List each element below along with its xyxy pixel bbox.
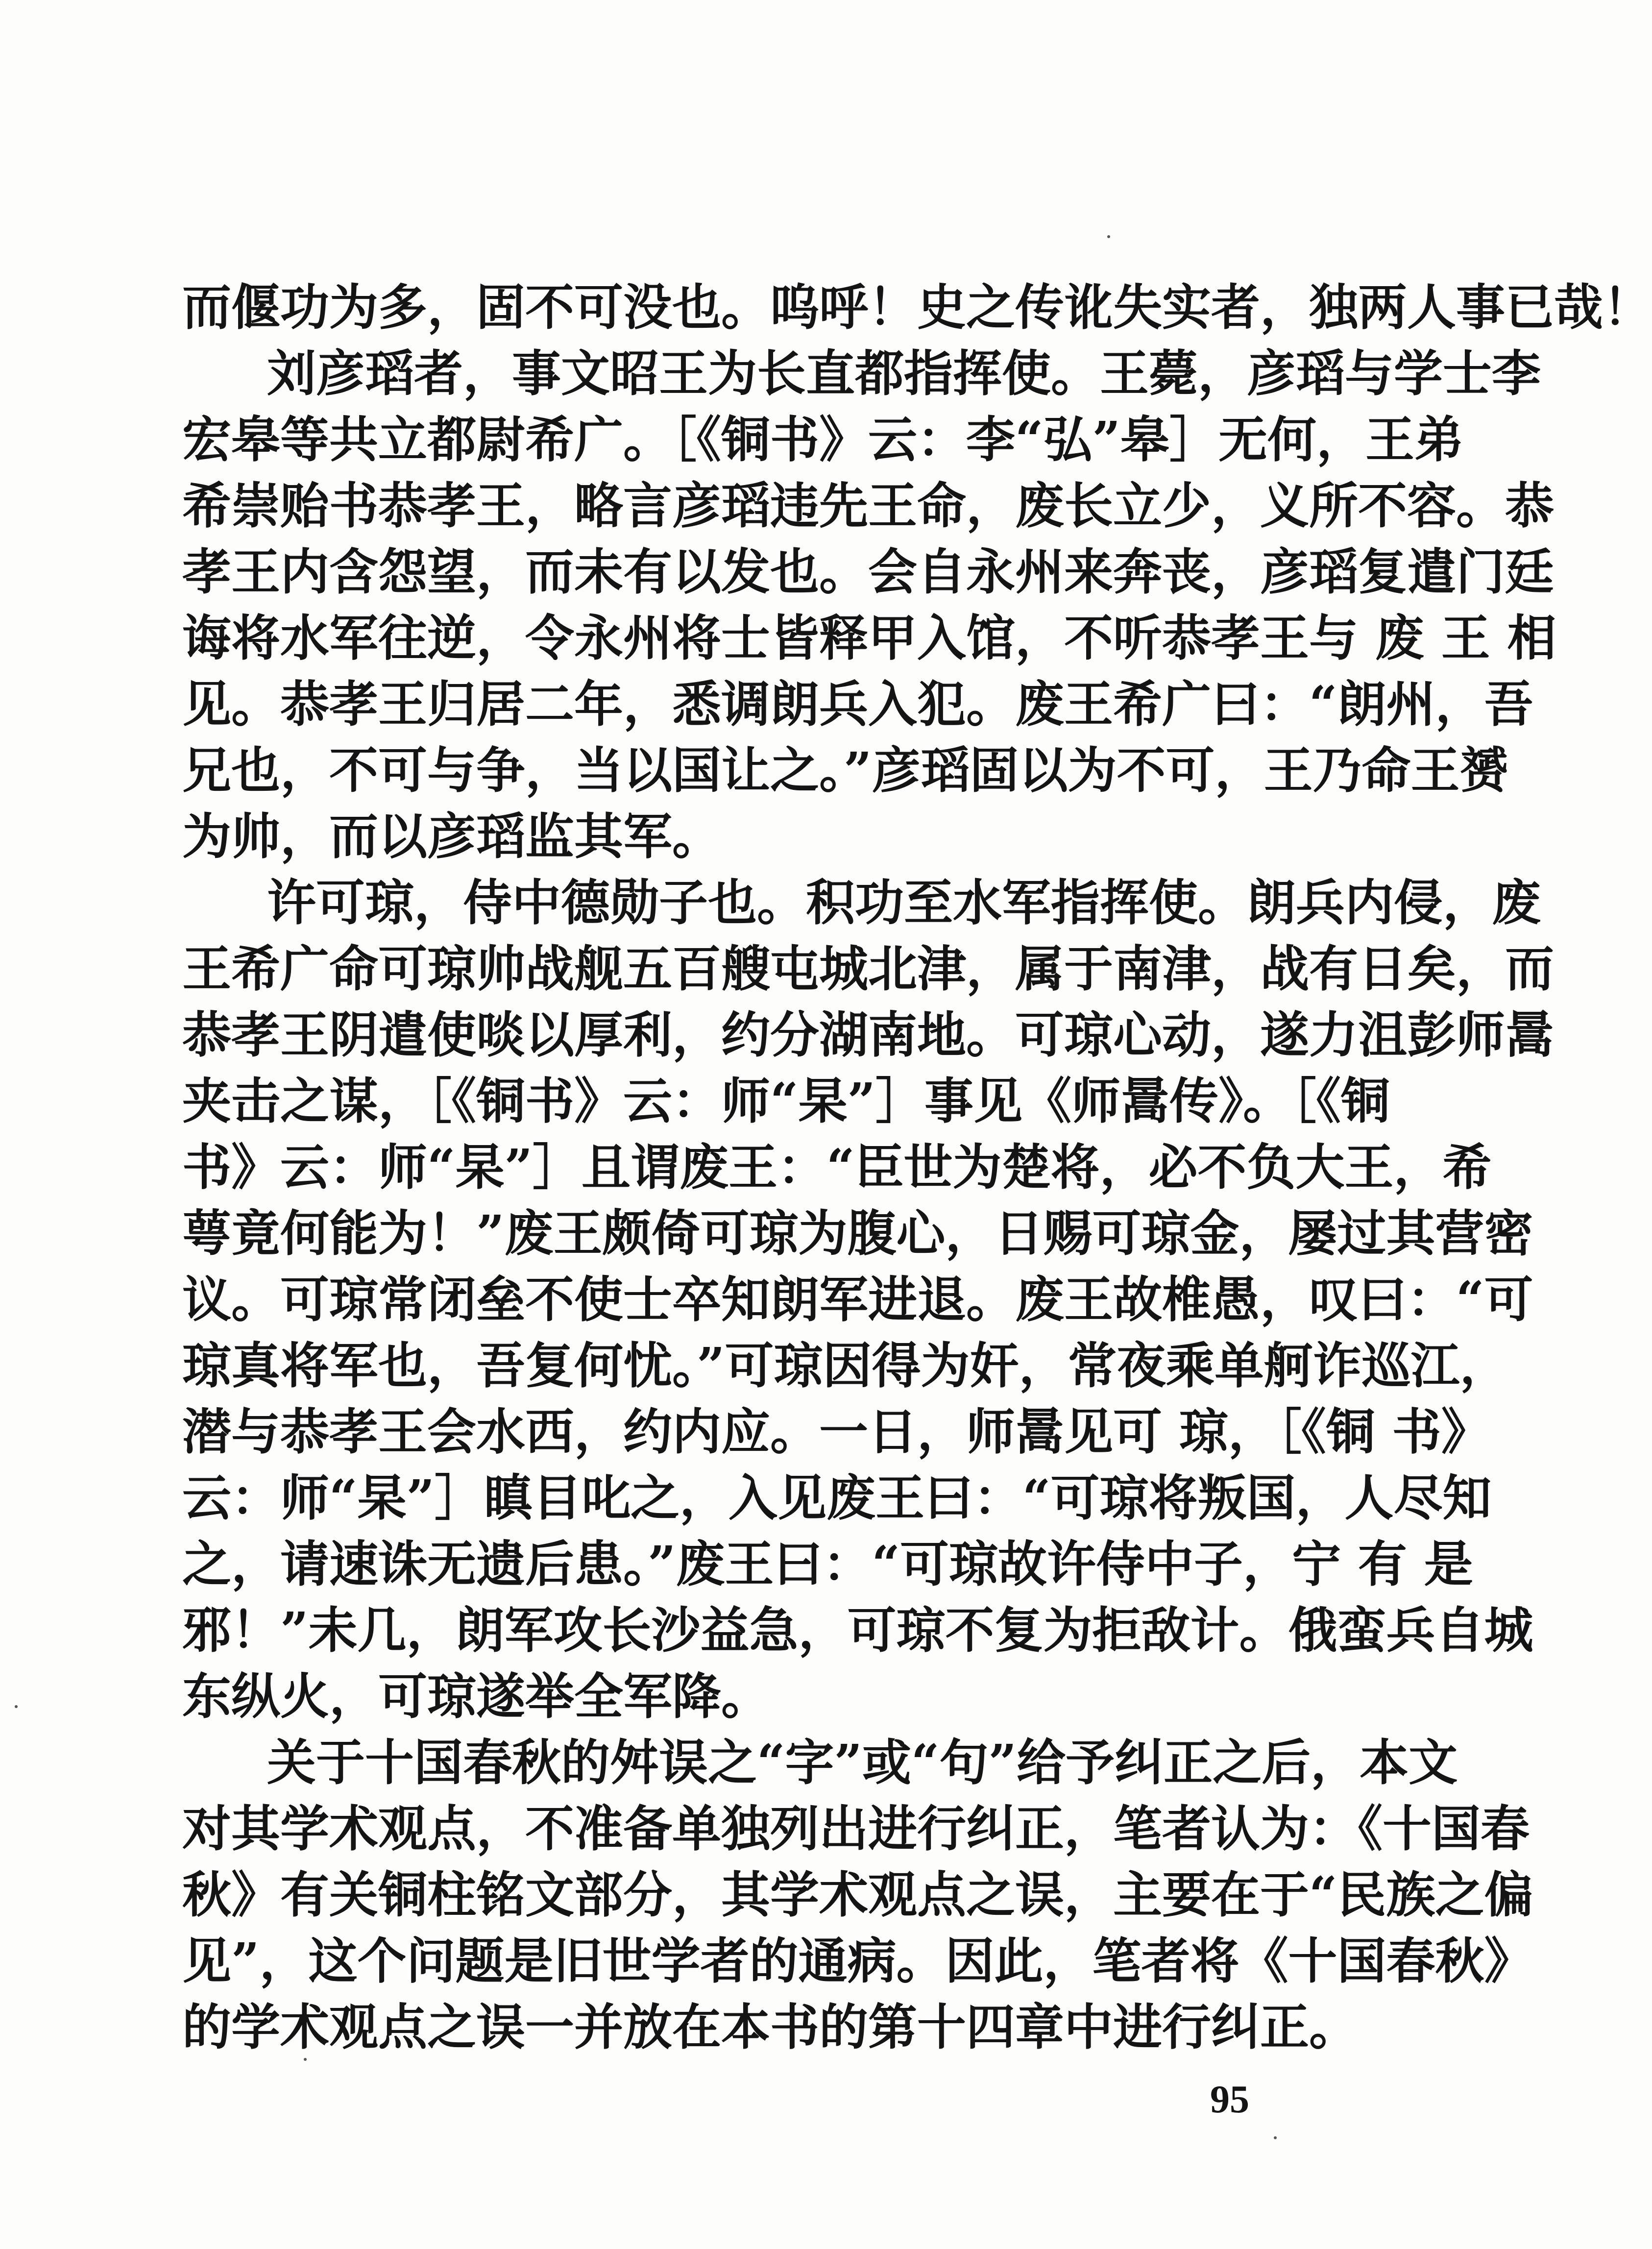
text-line: 对其学术观点，不准备单独列出进行纠正，笔者认为：《十国春 (182, 1800, 1530, 1858)
scan-speck (1107, 235, 1110, 238)
text-line: 为帅，而以彦瑫监其军。 (182, 807, 721, 865)
text-line: 关于十国春秋的舛误之“字”或“句”给予纠正之后，本文 (267, 1734, 1458, 1791)
text-line: 而偃功为多，固不可没也。呜呼！史之传讹失实者，独两人事已哉！ (182, 278, 1652, 336)
text-line: 王希广命可琼帅战舰五百艘屯城北津，属于南津，战有日矣，而 (182, 940, 1554, 998)
text-line: 兄也，不可与争，当以国让之。”彦瑫固以为不可，王乃命王赟 (182, 741, 1509, 799)
page-number: 95 (1210, 2078, 1249, 2121)
text-line: 诲将水军往逆，令永州将士皆释甲入馆，不听恭孝王与 废 王 相 (182, 609, 1556, 667)
text-line: 潜与恭孝王会水西，约内应。一日，师暠见可 琼，［《铜 书》 (182, 1403, 1490, 1461)
scan-speck (304, 2058, 307, 2061)
text-line: 琼真将军也，吾复何忧。”可琼因得为奸，常夜乘单舸诈巡江， (182, 1337, 1509, 1394)
text-line: 书》云：师“杲”］且谓废王：“臣世为楚将，必不负大王，希 (182, 1138, 1492, 1196)
text-line: 恭孝王阴遣使啖以厚利，约分湖南地。可琼心动，遂力沮彭师暠 (182, 1006, 1554, 1064)
text-line: 的学术观点之误一并放在本书的第十四章中进行纠正。 (182, 1998, 1358, 2056)
text-line: 邪！”未几，朗军攻长沙益急，可琼不复为拒敌计。俄蛮兵自城 (182, 1601, 1533, 1659)
text-line: 云：师“杲”］瞋目叱之，入见废王曰：“可琼将叛国，人尽知 (182, 1469, 1492, 1527)
text-line: 秋》有关铜柱铭文部分，其学术观点之误，主要在于“民族之偏 (182, 1866, 1533, 1924)
text-line: 许可琼，侍中德勋子也。积功至水军指挥使。朗兵内侵，废 (267, 874, 1541, 931)
text-line: 萼竟何能为！”废王颇倚可琼为腹心，日赐可琼金，屡过其营密 (182, 1204, 1533, 1262)
scan-speck (15, 1705, 18, 1708)
text-line: 希崇贻书恭孝王，略言彦瑫违先王命，废长立少，义所不容。恭 (182, 477, 1554, 535)
text-line: 见。恭孝王归居二年，悉调朗兵入犯。废王希广曰：“朗州，吾 (182, 675, 1533, 733)
text-line: 议。可琼常闭垒不使士卒知朗军进退。废王故椎愚，叹曰：“可 (182, 1271, 1533, 1328)
text-line: 夹击之谋，［《铜书》云：师“杲”］事见《师暠传》。［《铜 (182, 1072, 1390, 1130)
text-line: 宏皋等共立都尉希广。［《铜书》云：李“弘”皋］无何，王弟 (182, 411, 1464, 468)
text-line: 孝王内含怨望，而未有以发也。会自永州来奔丧，彦瑫复遣门廷 (182, 543, 1554, 601)
text-line: 之，请速诛无遗后患。”废王曰：“可琼故许侍中子，宁 有 是 (182, 1535, 1473, 1593)
text-line: 刘彦瑫者，事文昭王为长直都指挥使。王薨，彦瑫与学士李 (267, 344, 1541, 402)
scan-speck (1274, 2136, 1277, 2139)
text-line: 东纵火，可琼遂举全军降。 (182, 1667, 770, 1725)
text-line: 见”，这个问题是旧世学者的通病。因此，笔者将《十国春秋》 (182, 1932, 1533, 1990)
